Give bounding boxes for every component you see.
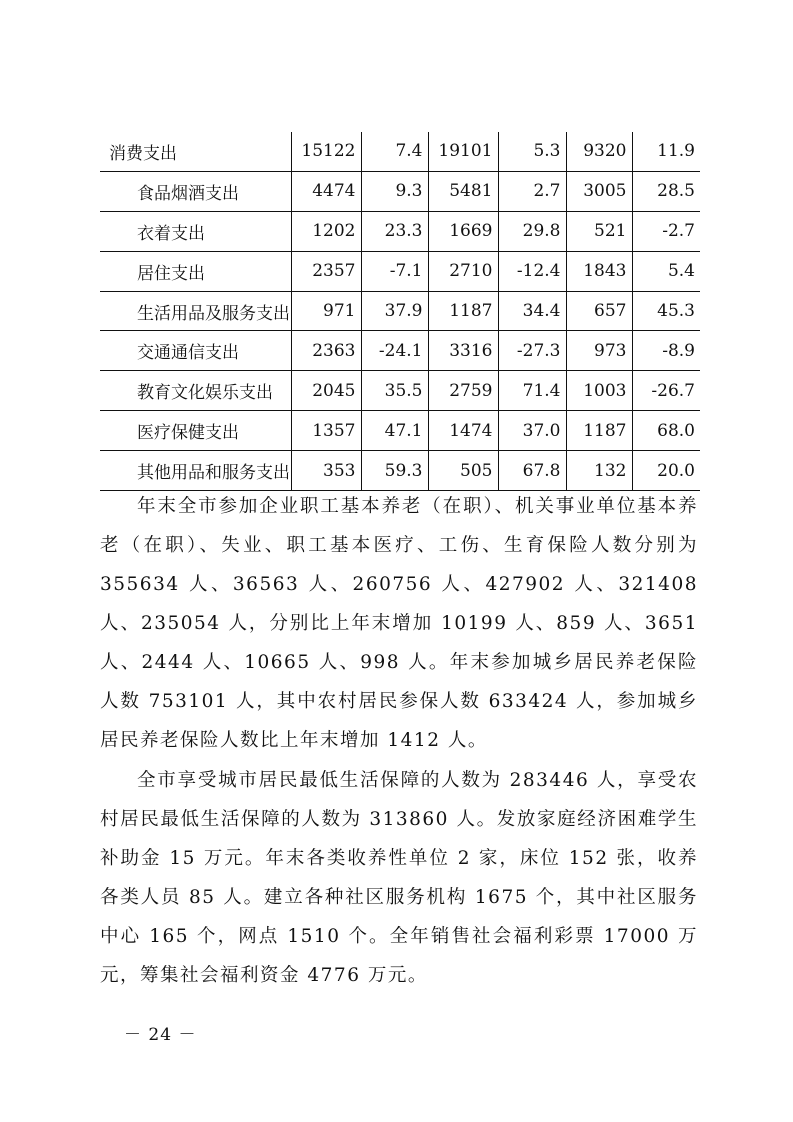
cell-value: 1669 [428,211,498,251]
cell-value: 45.3 [632,291,700,331]
cell-value: 19101 [428,132,498,171]
cell-value: 971 [291,291,361,331]
cell-value: -24.1 [361,331,428,371]
cell-value: 2045 [291,371,361,411]
cell-value: -12.4 [498,251,566,291]
cell-value: 5.3 [498,132,566,171]
cell-value: 1003 [566,371,632,411]
cell-value: 2.7 [498,171,566,211]
cell-value: 15122 [291,132,361,171]
row-label: 其他用品和服务支出 [100,451,291,491]
cell-value: 3005 [566,171,632,211]
cell-value: 3316 [428,331,498,371]
cell-value: -2.7 [632,211,700,251]
cell-value: 29.8 [498,211,566,251]
table-row [100,371,700,411]
expenditure-table [100,132,700,491]
cell-value: 1357 [291,411,361,451]
cell-value: 1187 [566,411,632,451]
table-row [100,211,700,251]
social-welfare-paragraph: 全市享受城市居民最低生活保障的人数为 283446 人，享受农村居民最低生活保障的人数为 313860 人。发放家庭经济困难学生补助金 15 万元。年末各类收养性单位 2 家，床位 152 张，收养各类人员 85 人。建立各种社区服务机构 1675 个，其中社区服务中心 165 个，网点 1510 个。全年销售社会福利彩票 17000 万元，筹集社会福利资金 4776 万元。 [100,770,698,986]
cell-value: 505 [428,451,498,491]
cell-value: 28.5 [632,171,700,211]
page-number: － 24 － [124,1025,197,1045]
cell-value: 973 [566,331,632,371]
table-row [100,251,700,291]
cell-value: 67.8 [498,451,566,491]
cell-value: 5.4 [632,251,700,291]
cell-value: 47.1 [361,411,428,451]
row-label: 衣着支出 [100,211,291,251]
table-row [100,331,700,371]
row-label: 食品烟酒支出 [100,171,291,211]
cell-value: 1202 [291,211,361,251]
cell-value: 7.4 [361,132,428,171]
cell-value: 1474 [428,411,498,451]
table-body [100,132,700,491]
cell-value: 59.3 [361,451,428,491]
table-row [100,132,700,171]
cell-value: 34.4 [498,291,566,331]
cell-value: 71.4 [498,371,566,411]
cell-value: 1843 [566,251,632,291]
cell-value: 35.5 [361,371,428,411]
cell-value: 4474 [291,171,361,211]
cell-value: 11.9 [632,132,700,171]
row-label: 医疗保健支出 [100,411,291,451]
cell-value: 23.3 [361,211,428,251]
cell-value: -8.9 [632,331,700,371]
cell-value: -7.1 [361,251,428,291]
table-row [100,451,700,491]
cell-value: 1187 [428,291,498,331]
cell-value: 2363 [291,331,361,371]
cell-value: 68.0 [632,411,700,451]
table-row [100,411,700,451]
cell-value: 2759 [428,371,498,411]
row-label: 教育文化娱乐支出 [100,371,291,411]
row-label: 交通通信支出 [100,331,291,371]
cell-value: 657 [566,291,632,331]
cell-value: 37.9 [361,291,428,331]
cell-value: 37.0 [498,411,566,451]
cell-value: 2710 [428,251,498,291]
cell-value: 2357 [291,251,361,291]
cell-value: 20.0 [632,451,700,491]
social-insurance-paragraph: 年末全市参加企业职工基本养老（在职）、机关事业单位基本养老（在职）、失业、职工基本医疗、工伤、生育保险人数分别为 355634 人、36563 人、260756 人、427902 人、321408 人、235054 人，分别比上年末增加 10199 人、859 人、3651 人、2444 人、10665 人、998 人。年末参加城乡居民养老保险人数 753101 人，其中农村居民参保人数 633424 人，参加城乡居民养老保险人数比上年末增加 1412 人。 [100,496,698,751]
cell-value: 9.3 [361,171,428,211]
table-row [100,291,700,331]
row-label: 生活用品及服务支出 [100,291,291,331]
cell-value: -26.7 [632,371,700,411]
table-row [100,171,700,211]
cell-value: 5481 [428,171,498,211]
cell-value: 9320 [566,132,632,171]
cell-value: 521 [566,211,632,251]
cell-value: 353 [291,451,361,491]
row-label: 居住支出 [100,251,291,291]
cell-value: -27.3 [498,331,566,371]
cell-value: 132 [566,451,632,491]
row-label: 消费支出 [109,143,177,164]
